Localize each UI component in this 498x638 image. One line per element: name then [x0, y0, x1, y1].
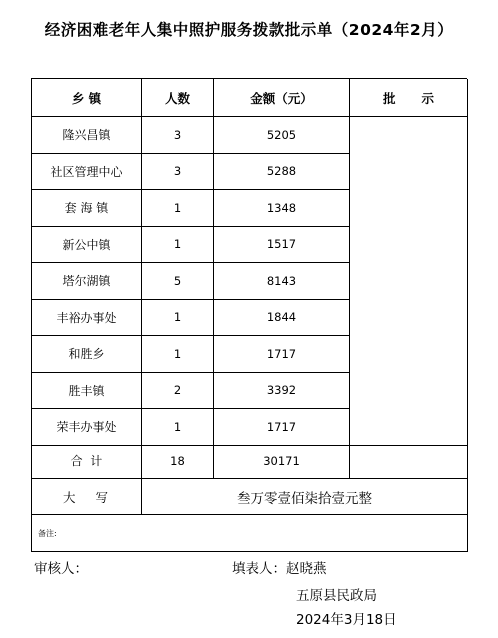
- row-township: 和胜乡: [32, 336, 142, 373]
- header-amount: 金额（元）: [214, 79, 350, 117]
- row-people: 3: [142, 154, 214, 191]
- row-people: 3: [142, 117, 214, 154]
- total-label: 合 计: [32, 443, 142, 479]
- row-township: 社区管理中心: [32, 154, 142, 191]
- approval-area: [350, 117, 468, 446]
- row-amount: 5205: [214, 117, 350, 154]
- row-people: 2: [142, 373, 214, 410]
- row-amount: 1717: [214, 409, 350, 446]
- approval-area-total: [350, 443, 468, 479]
- row-amount: 1348: [214, 190, 350, 227]
- row-amount: 1844: [214, 300, 350, 337]
- header-township: 乡 镇: [32, 79, 142, 117]
- row-amount: 1517: [214, 227, 350, 264]
- row-township: 套 海 镇: [32, 190, 142, 227]
- page-title: 经济困难老年人集中照护服务拨款批示单（2024年2月）: [44, 21, 454, 39]
- organization: 五原县民政局: [296, 588, 377, 604]
- row-amount: 8143: [214, 263, 350, 300]
- reviewer-label: 审核人：: [34, 561, 88, 577]
- row-people: 1: [142, 409, 214, 446]
- row-township: 丰裕办事处: [32, 300, 142, 337]
- row-people: 1: [142, 190, 214, 227]
- row-amount: 1717: [214, 336, 350, 373]
- row-people: 1: [142, 336, 214, 373]
- row-township: 胜丰镇: [32, 373, 142, 410]
- total-amount: 30171: [214, 443, 350, 479]
- header-approval: 批 示: [350, 79, 468, 117]
- filler-label: 填表人：赵晓燕: [232, 561, 327, 577]
- row-amount: 3392: [214, 373, 350, 410]
- row-township: 新公中镇: [32, 227, 142, 264]
- row-people: 1: [142, 300, 214, 337]
- total-people: 18: [142, 443, 214, 479]
- row-amount: 5288: [214, 154, 350, 191]
- capital-value: 叁万零壹佰柒拾壹元整: [142, 479, 468, 515]
- row-township: 塔尔湖镇: [32, 263, 142, 300]
- header-people: 人数: [142, 79, 214, 117]
- date: 2024年3月18日: [296, 612, 397, 628]
- remark-label: 备注:: [32, 515, 468, 552]
- capital-label: 大写: [32, 479, 142, 515]
- summary-table: [31, 443, 467, 552]
- row-township: 隆兴昌镇: [32, 117, 142, 154]
- row-township: 荣丰办事处: [32, 409, 142, 446]
- row-people: 5: [142, 263, 214, 300]
- row-people: 1: [142, 227, 214, 264]
